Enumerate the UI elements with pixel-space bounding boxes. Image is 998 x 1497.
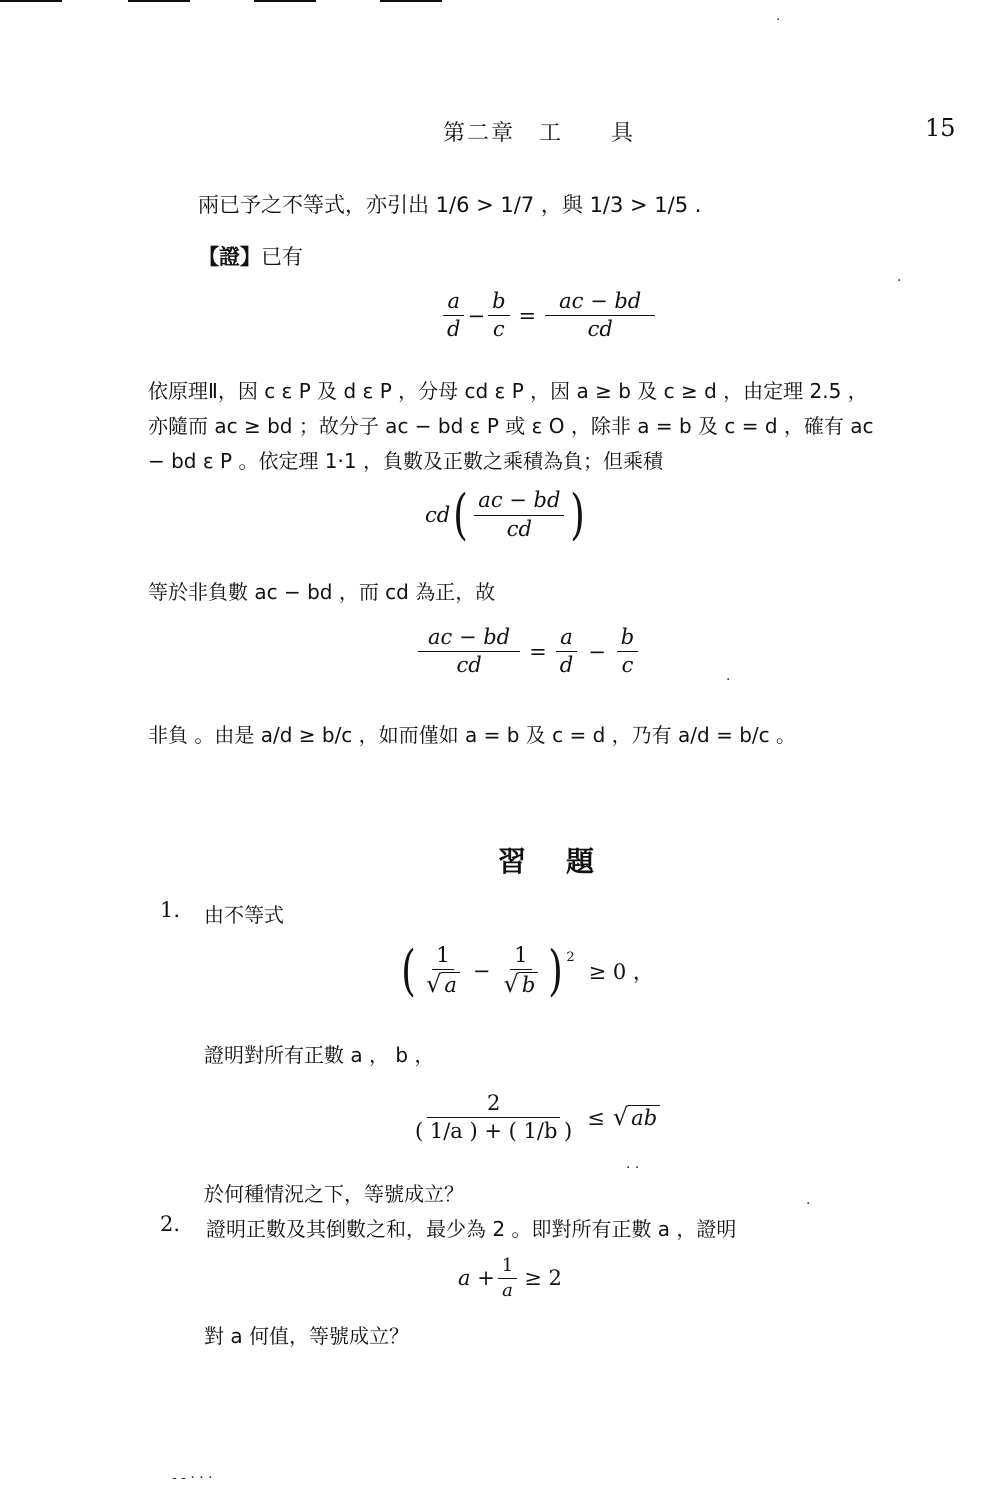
denominator: cd	[456, 653, 482, 678]
numerator: 1	[510, 944, 531, 970]
scan-speck: ·	[726, 672, 731, 688]
equals-sign: =	[529, 639, 547, 664]
exercise-2-inequality	[458, 1256, 562, 1301]
cd-factor: cd	[425, 503, 451, 527]
fraction	[474, 489, 564, 540]
denominator: a	[502, 1279, 513, 1301]
exercises-title: 習 題	[498, 845, 601, 878]
fraction-1-over-a	[498, 1256, 517, 1301]
numerator: b	[617, 626, 638, 652]
chapter-header: 第二章 工 具	[443, 121, 636, 146]
scan-edge-line	[0, 0, 62, 2]
numerator: a	[556, 626, 577, 652]
scan-speck: - - · · ·	[172, 1470, 213, 1486]
proof-lead: 已有	[261, 245, 303, 269]
denominator: c	[492, 317, 505, 342]
minus-sign: −	[588, 639, 606, 664]
denominator: ( 1/a ) + ( 1/b )	[415, 1119, 573, 1144]
scan-edge-line	[254, 0, 316, 2]
scan-edge-line	[128, 0, 190, 2]
relation: ≤	[587, 1105, 605, 1130]
right-paren: )	[548, 939, 564, 1003]
numerator: ac − bd	[474, 489, 564, 515]
exercise-1-inequality	[398, 939, 654, 1003]
proof-label: 【證】	[198, 245, 261, 269]
paragraph-2-line-2: 亦隨而 ac ≥ bd ；故分子 ac − bd ε P 或 ε O ，除非 a = b 及 c = d ，確有 ac	[148, 414, 874, 438]
scan-speck: ·	[776, 12, 781, 28]
exercise-1-line-3: 於何種情況之下，等號成立？	[204, 1182, 464, 1206]
fraction-a-over-d	[556, 626, 577, 677]
exercise-2-line-2: 對 a 何值，等號成立？	[204, 1324, 409, 1348]
fraction-a-over-d	[443, 290, 464, 341]
radicand: b	[519, 972, 538, 998]
equation-3	[415, 626, 641, 677]
numerator: a	[443, 290, 464, 316]
scan-speck: ·	[897, 273, 902, 289]
fraction-b-over-c	[488, 290, 509, 341]
denominator: d	[559, 653, 574, 678]
paragraph-2-line-1: 依原理Ⅱ，因 c ε P 及 d ε P ，分母 cd ε P ，因 a ≥ b 及 c ≥ d ，由定理 2.5 ，	[148, 379, 868, 403]
left-paren: (	[401, 939, 416, 1003]
fraction-ac-bd-over-cd	[545, 290, 655, 341]
denominator: d	[447, 317, 461, 342]
sqrt-b	[500, 970, 543, 998]
numerator: 1	[432, 944, 453, 970]
exercise-1-line-2: 證明對所有正數 a ， b ，	[204, 1043, 435, 1067]
fraction-ac-bd-over-cd	[418, 626, 520, 677]
radical-sign: √	[426, 970, 442, 999]
numerator: 1	[498, 1256, 517, 1279]
scan-edge-line	[380, 0, 442, 2]
sqrt-a	[422, 970, 464, 998]
fraction-1-over-sqrt-b	[500, 944, 543, 998]
minus-sign: −	[472, 959, 491, 984]
exercise-1-text: 由不等式	[204, 903, 284, 927]
fraction-harmonic	[411, 1092, 576, 1143]
equation-2	[425, 483, 589, 546]
exponent: 2	[566, 950, 575, 965]
relation: ≥ 2	[524, 1266, 562, 1291]
denominator: c	[621, 653, 634, 678]
paragraph-1: 兩已予之不等式，亦引出 1/6 > 1/7 ，與 1/3 > 1/5 .	[198, 193, 702, 217]
right-paren: )	[570, 483, 586, 546]
numerator: 2	[427, 1092, 560, 1118]
numerator: ac − bd	[418, 626, 520, 652]
relation: ≥ 0 ，	[588, 960, 654, 985]
a-plus: a +	[458, 1266, 495, 1291]
radicand: ab	[628, 1105, 660, 1131]
denominator: cd	[587, 317, 613, 342]
paragraph-2-line-3: − bd ε P 。依定理 1·1 ，負數及正數之乘積為負；但乘積	[148, 449, 663, 473]
paragraph-3: 等於非負數 ac − bd ，而 cd 為正，故	[148, 580, 496, 604]
fraction-b-over-c	[617, 626, 638, 677]
exercise-2-text: 證明正數及其倒數之和，最少為 2 。即對所有正數 a ，證明	[206, 1217, 737, 1241]
equals-sign: =	[518, 303, 537, 328]
exercise-1-number: 1.	[160, 898, 181, 922]
scan-speck: · ·	[626, 1160, 640, 1176]
scan-speck: ·	[806, 1196, 811, 1212]
exercise-1-inequality-2	[408, 1092, 660, 1143]
radical-sign: √	[503, 970, 519, 999]
page-number: 15	[925, 114, 956, 142]
numerator: b	[488, 290, 509, 316]
radical-sign: √	[612, 1102, 629, 1131]
minus-sign: −	[467, 303, 486, 328]
equation-1	[440, 290, 658, 341]
paragraph-4: 非負 。由是 a/d ≥ b/c ，如而僅如 a = b 及 c = d ，乃有 a/d = b/c 。	[148, 723, 796, 747]
sqrt-ab	[612, 1102, 660, 1131]
denominator: cd	[506, 516, 532, 541]
left-paren: (	[453, 483, 469, 546]
fraction-1-over-sqrt-a	[422, 944, 464, 998]
proof-line	[198, 241, 303, 271]
radicand: a	[441, 972, 460, 998]
numerator: ac − bd	[545, 290, 655, 316]
exercise-2-number: 2.	[160, 1212, 181, 1236]
